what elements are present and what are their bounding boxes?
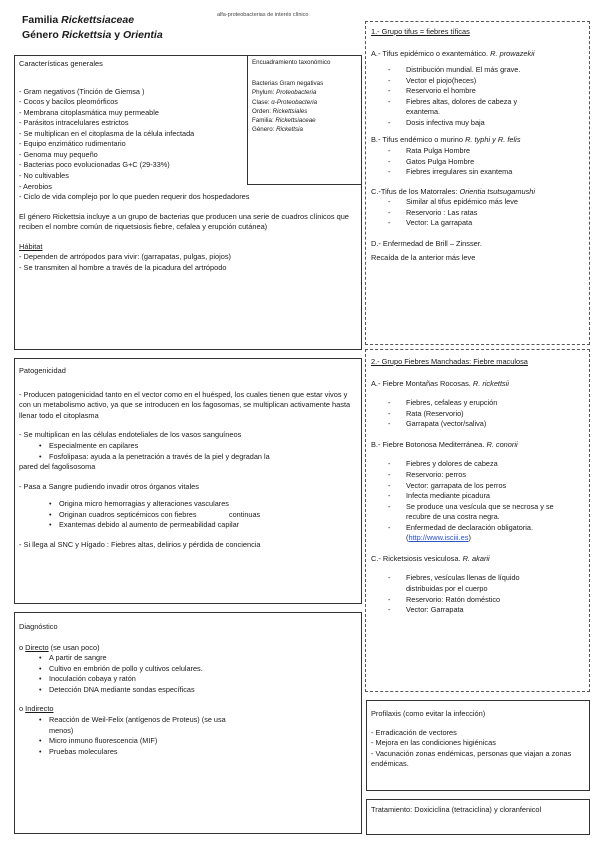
list-item: • A partir de sangre [19, 653, 234, 664]
general-item: - Equipo enzimático rudimentario [19, 139, 126, 149]
list-item: - Vector: La garrapata [371, 218, 584, 229]
list-item: - Rata (Reservorio) [371, 409, 584, 420]
family-name: Rickettsiaceae [61, 14, 135, 26]
spotted-c-heading: C.- Ricketsiosis vesiculosa. R. akarii [371, 553, 490, 563]
list-item: - Se produce una vesícula que se necrosa y se recubre de una costra negra. [371, 502, 561, 523]
list-item: • Originan cuadros septicémicos con fiebres continuas [29, 510, 357, 521]
pathogenicity-title: Patogenicidad [19, 366, 66, 375]
taxonomy-row: Orden: Rickettsiales [252, 107, 308, 115]
habitat-item: - Se transmiten al hombre a través de la picadura del artrópodo [19, 263, 227, 273]
prophylaxis-item: - Erradicación de vectores [371, 727, 457, 737]
genus-name-rickettsia: Rickettsia [61, 28, 112, 41]
list-item: • Detección DNA mediante sondas específicas [19, 685, 234, 696]
diagnosis-box [14, 612, 362, 834]
typhus-a-heading: A.- Tifus epidémico o exantemático. R. prowazekii [371, 48, 535, 58]
pathogenicity-tail: pared del fagolisosoma [19, 462, 96, 472]
pathogenicity-paragraph: - Se multiplican en las células endoteliales de los vasos sanguíneos [19, 430, 242, 440]
list-item: - Vector el piojo(heces) [371, 76, 584, 87]
indirect-list [19, 715, 244, 757]
general-item: - Se multiplican en el citoplasma de la célula infectada [19, 128, 195, 138]
taxonomy-box [247, 55, 361, 185]
genus-line [22, 28, 163, 43]
list-item: • Micro inmuno fluorescencia (MIF) [19, 736, 244, 747]
list-item: - Garrapata (vector/saliva) [371, 419, 584, 430]
spotted-b-heading: B.- Fiebre Botonosa Mediterránea. R. conorii [371, 439, 518, 449]
spotted-a-list [371, 398, 584, 430]
general-paragraph: El género Rickettsia incluye a un grupo de bacterias que producen una serie de cuadros clínicos que reciben el nombre común de riquetsiosis fiebre, cefalea y erupción cutánea) [19, 211, 349, 232]
page-header [22, 13, 163, 42]
list-item: • Exantemas debido al aumento de permeabilidad capilar [29, 520, 357, 531]
pathogenicity-list [19, 499, 357, 531]
general-list [19, 87, 255, 192]
list-item: - Fiebres irregulares sin exantema [371, 167, 584, 178]
list-item: - Enfermedad de declaración obligatoria. [371, 523, 584, 534]
list-item: - Similar al tifus epidémico más leve [371, 197, 584, 208]
typhus-b-list [371, 146, 584, 178]
typhus-a-list [371, 65, 584, 128]
spotted-a-heading: A.- Fiebre Montañas Rocosas. R. rickettsii [371, 378, 510, 388]
link-line: (http://www.isciii.es) [406, 533, 471, 543]
general-item: - Parásitos intracelulares estrictos [19, 118, 129, 128]
list-item: • Pruebas moleculares [19, 747, 244, 758]
typhus-c-heading: C.-Tifus de los Matorrales: Orientia tsutsugamushi [371, 186, 536, 196]
list-item: - Reservorio: perros [371, 470, 584, 481]
direct-heading: o Directo (se usan poco) [19, 642, 100, 652]
prophylaxis-item: - Mejora en las condiciones higiénicas [371, 738, 496, 748]
typhus-group-box [365, 21, 590, 345]
general-item: - No cultivables [19, 170, 69, 180]
list-item: - Fiebres y dolores de cabeza [371, 459, 584, 470]
list-item: - Distribución mundial. El más grave. [371, 65, 584, 76]
prophylaxis-item: - Vacunación zonas endémicas, personas que viajan a zonas endémicas. [371, 748, 572, 769]
family-line [22, 13, 163, 28]
list-item: • Inoculación cobaya y ratón [19, 674, 234, 685]
list-item: - Fiebres altas, dolores de cabeza y exantema. [371, 97, 546, 118]
genus-and: y [111, 28, 123, 41]
general-item: - Gram negativos (Tinción de Giemsa ) [19, 86, 145, 96]
spotted-title: 2.- Grupo Fiebres Manchadas: Fiebre maculosa [371, 357, 528, 366]
list-item: - Dosis infectiva muy baja [371, 118, 584, 129]
spotted-fever-box [365, 349, 590, 692]
pathogenicity-paragraph: - Producen patogenicidad tanto en el vector como en el huésped, los cuales tienen que estar vivos y con un metabolismo activo, ya que se introducen en los fagosomas, se multiplican activamente hasta llenar todo el citoplasma [19, 389, 351, 420]
pathogenicity-box [14, 358, 362, 604]
family-label: Familia [22, 14, 62, 26]
general-item: - Aerobios [19, 181, 52, 191]
prophylaxis-title: Profilaxis (como evitar la infección) [371, 709, 486, 718]
treatment-box [366, 799, 590, 835]
pathogenicity-paragraph: - Si llega al SNC y Hígado : Fiebres altas, delirios y pérdida de conciencia [19, 539, 261, 549]
indirect-heading: o Indirecto [19, 704, 54, 714]
corner-note: alfa-proteobacterias de interés clínico [217, 12, 309, 18]
general-item: - Membrana citoplasmática muy permeable [19, 107, 159, 117]
taxonomy-row: Bacterias Gram negativas [252, 80, 324, 88]
typhus-d-heading: D.- Enfermedad de Brill – Zinsser. [371, 238, 482, 248]
habitat-item: - Dependen de artrópodos para vivir: (garrapatas, pulgas, piojos) [19, 252, 231, 262]
pathogenicity-paragraph: - Pasa a Sangre pudiendo invadir otros órganos vitales [19, 481, 199, 491]
list-item: - Infecta mediante picadura [371, 491, 584, 502]
prophylaxis-box [366, 700, 590, 791]
typhus-d-text: Recaída de la anterior más leve [371, 252, 476, 262]
list-item: - Rata Pulga Hombre [371, 146, 584, 157]
list-item: - Vector: garrapata de los perros [371, 481, 584, 492]
list-item: - Reservorio el hombre [371, 86, 584, 97]
list-item: • Fosfolipasa: ayuda a la penetración a través de la piel y degradan la [19, 452, 357, 463]
list-item: - Vector: Garrapata [371, 605, 584, 616]
spotted-b-list [371, 459, 584, 533]
isciii-link[interactable]: http://www.isciii.es [408, 533, 469, 543]
list-item: - Fiebres, cefaleas y erupción [371, 398, 584, 409]
list-item: • Origina micro hemorragias y alteraciones vasculares [29, 499, 357, 510]
spotted-c-list [371, 573, 584, 615]
treatment-text: Tratamiento: Doxiciclina (tetraciclina) y cloranfenicol [371, 805, 542, 814]
direct-list [19, 653, 234, 695]
genus-name-orientia: Orientia [122, 28, 163, 41]
taxonomy-row: Clase: α-Proteobacteria [252, 98, 318, 106]
taxonomy-row: Familia: Rickettsiaceae [252, 117, 316, 125]
list-item: - Fiebres, vesículas llenas de líquido distribuidas por el cuerpo [371, 573, 551, 594]
taxonomy-row: Phylum: Proteobacteria [252, 89, 317, 97]
list-item: - Reservorio : Las ratas [371, 208, 584, 219]
general-title: Características generales [19, 59, 103, 68]
list-item: - Gatos Pulga Hombre [371, 157, 584, 168]
general-item: - Bacterias poco evolucionadas G+C (29-33%) [19, 160, 170, 170]
pathogenicity-list [19, 441, 357, 462]
list-item: • Cultivo en embrión de pollo y cultivos celulares. [19, 664, 234, 675]
list-item: - Reservorio: Ratón doméstico [371, 595, 584, 606]
general-item: - Ciclo de vida complejo por lo que pueden requerir dos hospedadores [19, 192, 250, 202]
general-item: - Cocos y bacilos pleomórficos [19, 97, 118, 107]
taxonomy-row: Género: Rickettsia [252, 126, 303, 134]
typhus-b-heading: B.- Tifus endémico o murino R. typhi y R. felis [371, 135, 521, 145]
list-item: • Reacción de Weil-Felix (antígenos de Proteus) (se usa menos) [19, 715, 244, 736]
habitat-title: Hábitat [19, 241, 43, 251]
genus-label: Género [22, 28, 62, 41]
typhus-title: 1.- Grupo tifus = fiebres tíficas [371, 27, 470, 36]
typhus-c-list [371, 197, 584, 229]
taxonomy-title: Encuadramiento taxonómico [252, 59, 331, 66]
diagnosis-title: Diagnóstico [19, 622, 58, 631]
general-item: - Genoma muy pequeño [19, 149, 98, 159]
list-item: • Especialmente en capilares [19, 441, 357, 452]
